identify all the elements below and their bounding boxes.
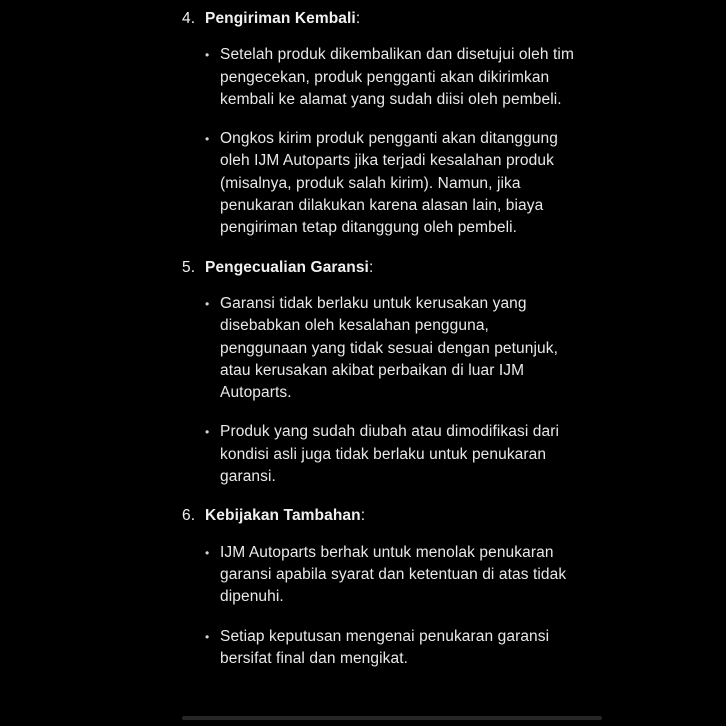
section-number: 5. (182, 258, 196, 276)
bullet-item (205, 293, 606, 404)
section-title (205, 505, 606, 527)
bullet-icon: • (205, 425, 210, 440)
bottom-divider (182, 716, 602, 720)
section-title-colon: : (368, 258, 374, 276)
section-number: 4. (182, 10, 196, 27)
section-heading (182, 505, 606, 527)
bullet-text: Produk yang sudah diubah atau dimodifikasi dari kondisi asli juga tidak berlaku untuk penukaran garansi. (220, 423, 560, 486)
section-title (205, 257, 606, 279)
section-title-colon: : (360, 507, 366, 525)
section-title (205, 8, 606, 30)
section-title-text: Kebijakan Tambahan (205, 507, 361, 525)
section-heading (182, 257, 606, 279)
policy-section-6 (182, 505, 606, 670)
section-heading (182, 8, 606, 30)
bullet-text: Setelah produk dikembalikan dan disetujui oleh tim pengecekan, produk pengganti akan dikirimkan kembali ke alamat yang sudah diisi oleh pembeli. (220, 46, 574, 108)
bullet-icon: • (205, 545, 210, 560)
bullet-icon: • (205, 132, 210, 147)
section-title-text: Pengiriman Kembali (205, 10, 356, 27)
policy-document (182, 8, 606, 687)
section-number: 6. (182, 507, 196, 525)
bullet-text: IJM Autoparts berhak untuk menolak penukaran garansi apabila syarat dan ketentuan di atas tidak dipenuhi. (220, 543, 567, 606)
bullet-item (205, 421, 606, 488)
bullet-text: Garansi tidak berlaku untuk kerusakan yang disebabkan oleh kesalahan pengguna, penggunaan yang tidak sesuai dengan petunjuk, atau kerusakan akibat perbaikan di luar IJM Autoparts. (220, 294, 559, 402)
bullet-icon: • (205, 296, 210, 311)
bullet-item (205, 44, 606, 111)
section-title-colon: : (355, 10, 361, 27)
policy-section-4 (182, 8, 606, 240)
bullet-item (205, 626, 606, 671)
bullet-item (205, 542, 606, 609)
bullet-icon: • (205, 629, 210, 644)
bullet-item (205, 128, 606, 239)
section-title-text: Pengecualian Garansi (205, 258, 369, 276)
policy-section-5 (182, 257, 606, 489)
bullet-text: Ongkos kirim produk pengganti akan ditanggung oleh IJM Autoparts jika terjadi kesalahan produk (misalnya, produk salah kirim). Namun, jika penukaran dilakukan karena alasan lain, biaya pengiriman tetap ditanggung oleh pembeli. (220, 130, 558, 237)
bullet-text: Setiap keputusan mengenai penukaran garansi bersifat final dan mengikat. (220, 627, 550, 667)
bullet-icon: • (205, 48, 210, 63)
